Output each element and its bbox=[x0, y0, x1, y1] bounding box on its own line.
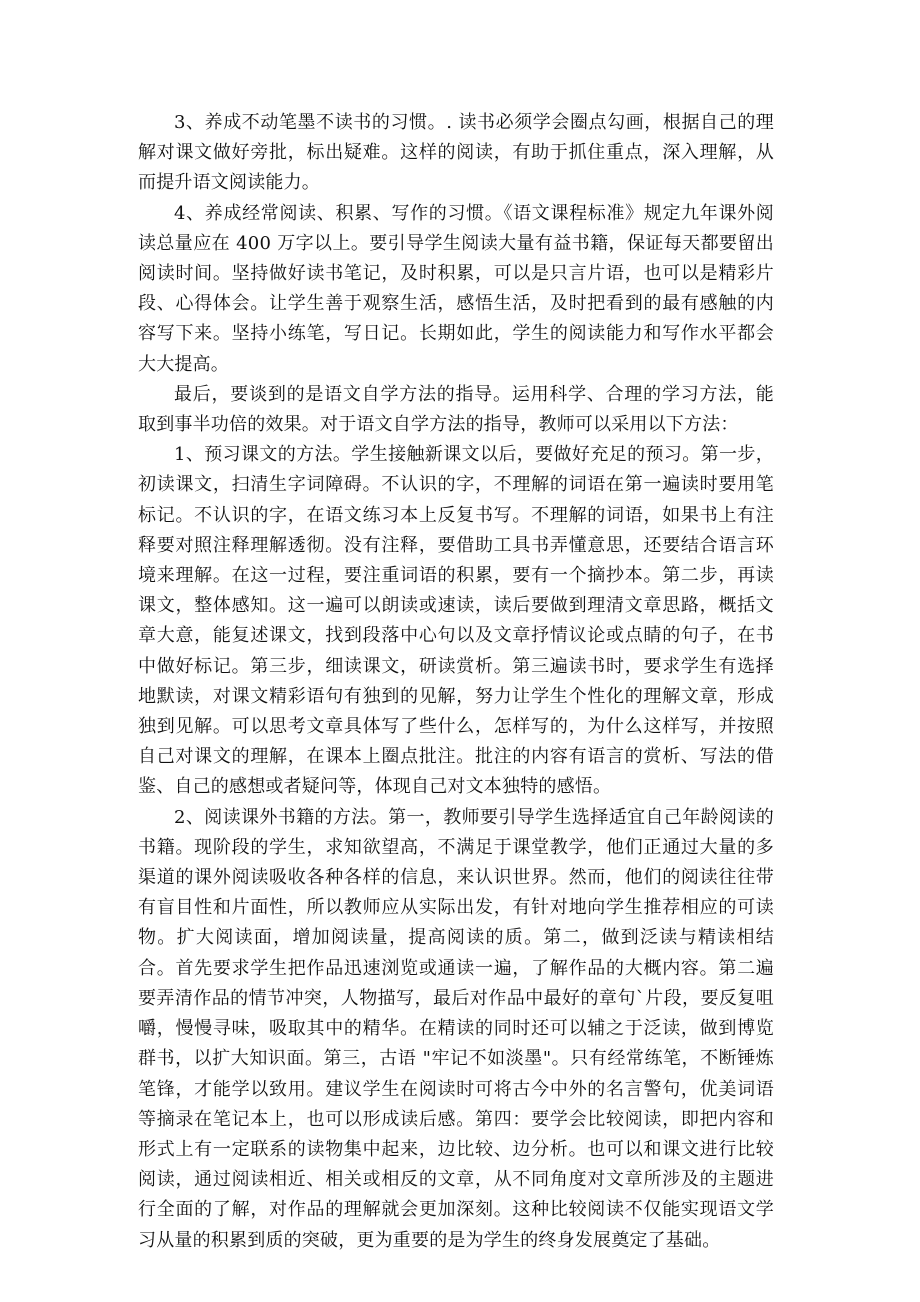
paragraph-method-preview: 1、预习课文的方法。学生接触新课文以后，要做好充足的预习。第一步，初读课文，扫清生字词障碍。不认识的字，不理解的词语在第一遍读时要用笔标记。不认识的字，在语文练习本上反复书写。不理解的词语，如果书上有注释要对照注释理解透彻。没有注释，要借助工具书弄懂意思，还要结合语言环境来理解。在这一过程，要注重词语的积累，要有一个摘抄本。第二步，再读课文，整体感知。这一遍可以朗读或速读，读后要做到理清文章思路，概括文章大意，能复述课文，找到段落中心句以及文章抒情议论或点睛的句子，在书中做好标记。第三步，细读课文，研读赏析。第三遍读书时，要求学生有选择地默读，对课文精彩语句有独到的见解，努力让学生个性化的理解文章，形成独到见解。可以思考文章具体写了些什么，怎样写的，为什么这样写，并按照自己对课文的理解，在课本上圈点批注。批注的内容有语言的赏析、写法的借鉴、自己的感想或者疑问等，体现自己对文本独特的感悟。 bbox=[138, 444, 774, 798]
document-body bbox=[138, 108, 774, 1256]
paragraph-method-extracurricular: 2、阅读课外书籍的方法。第一，教师要引导学生选择适宜自己年龄阅读的书籍。现阶段的学生，求知欲望高，不满足于课堂教学，他们正通过大量的多渠道的课外阅读吸收各种各样的信息，来认识世界。然而，他们的阅读往往带有盲目性和片面性，所以教师应从实际出发，有针对地向学生推荐相应的可读物。扩大阅读面，增加阅读量，提高阅读的质。第二，做到泛读与精读相结合。首先要求学生把作品迅速浏览或通读一遍，了解作品的大概内容。第二遍要弄清作品的情节冲突，人物描写，最后对作品中最好的章句`片段，要反复咀嚼，慢慢寻味，吸取其中的精华。在精读的同时还可以辅之于泛读，做到博览群书，以扩大知识面。第三，古语 "牢记不如淡墨"。只有经常练笔，不断锤炼笔锋，才能学以致用。建议学生在阅读时可将古今中外的名言警句，优美词语等摘录在笔记本上，也可以形成读后感。第四：要学会比较阅读，即把内容和形式上有一定联系的读物集中起来，边比较、边分析。也可以和课文进行比较阅读，通过阅读相近、相关或相反的文章，从不同角度对文章所涉及的主题进行全面的了解，对作品的理解就会更加深刻。这种比较阅读不仅能实现语文学习从量的积累到质的突破，更为重要的是为学生的终身发展奠定了基础。 bbox=[138, 806, 774, 1251]
paragraph-habit-3: 3、养成不动笔墨不读书的习惯。. 读书必须学会圈点勾画，根据自己的理解对课文做好旁批，标出疑难。这样的阅读，有助于抓住重点，深入理解，从而提升语文阅读能力。 bbox=[138, 112, 774, 194]
paragraph-self-study-intro: 最后，要谈到的是语文自学方法的指导。运用科学、合理的学习方法，能取到事半功倍的效果。对于语文自学方法的指导，教师可以采用以下方法： bbox=[138, 383, 774, 436]
paragraph-habit-4: 4、养成经常阅读、积累、写作的习惯。《语文课程标准》规定九年课外阅读总量应在 400 万字以上。要引导学生阅读大量有益书籍，保证每天都要留出阅读时间。坚持做好读书笔记，及时积累，可以是只言片语，也可以是精彩片段、心得体会。让学生善于观察生活，感悟生活，及时把看到的最有感触的内容写下来。坚持小练笔，写日记。长期如此，学生的阅读能力和写作水平都会大大提高。 bbox=[138, 202, 774, 375]
